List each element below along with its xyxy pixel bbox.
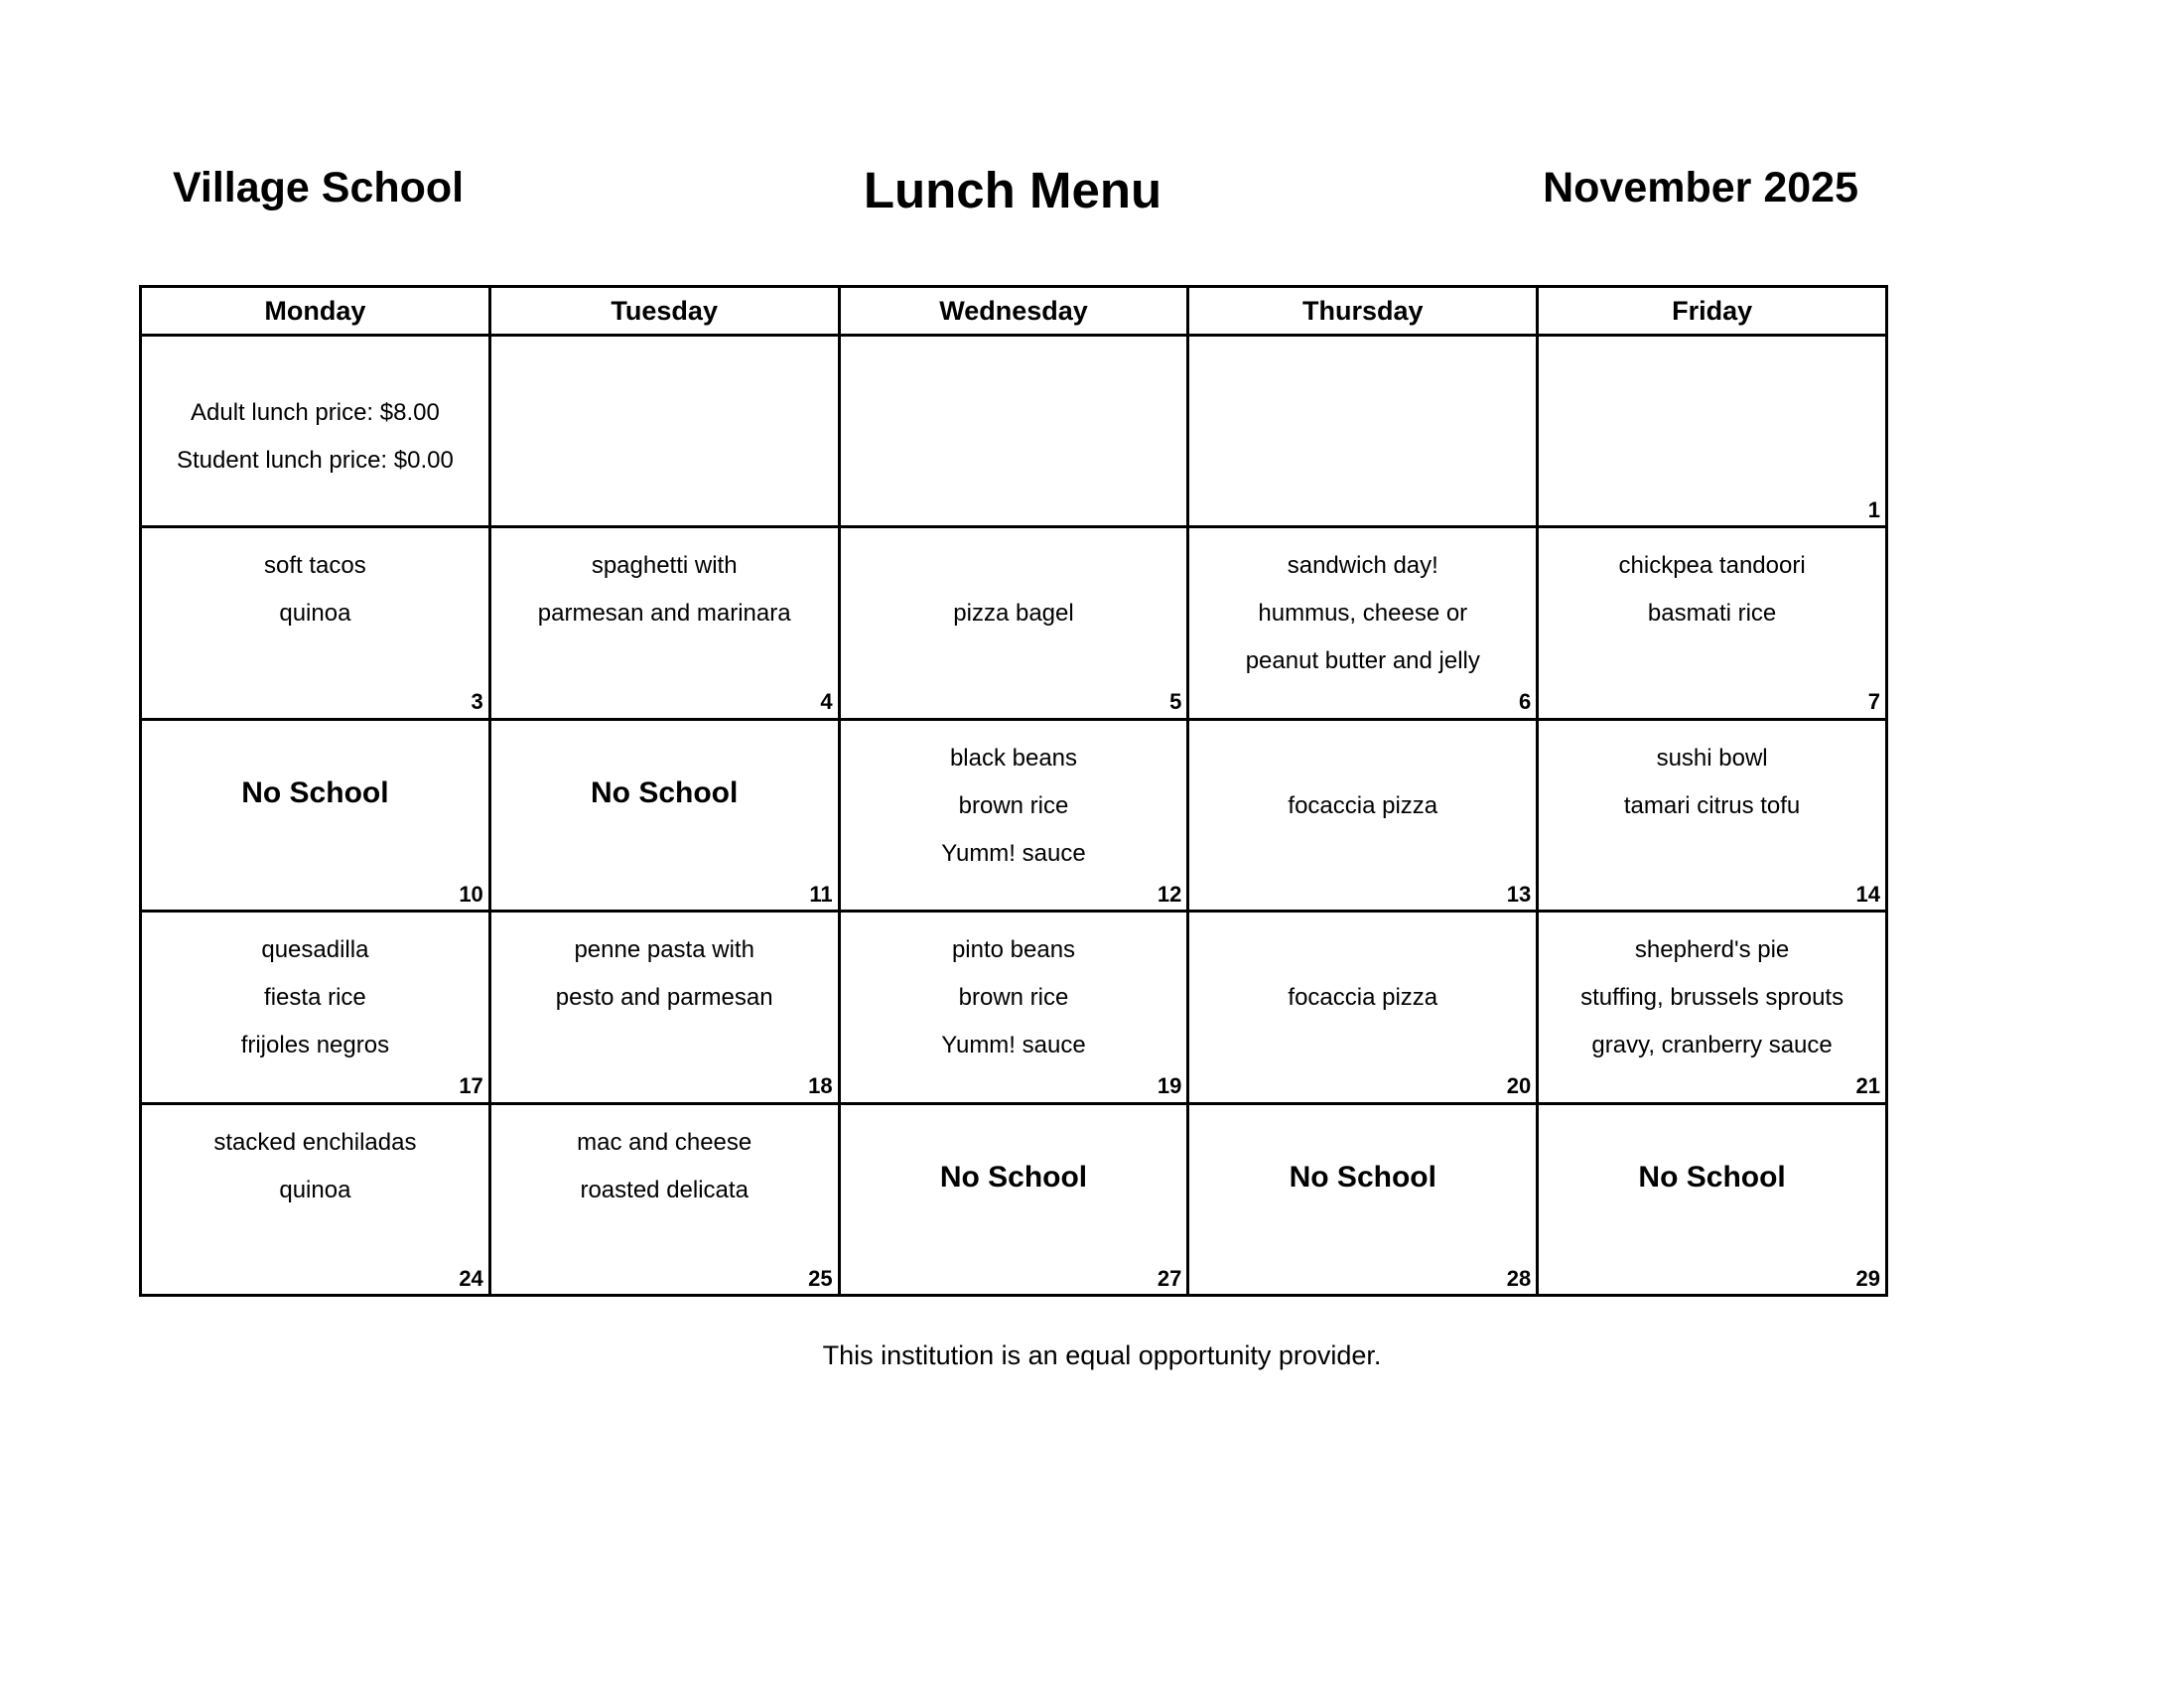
menu-items — [491, 1119, 838, 1214]
day-number: 17 — [459, 1073, 483, 1099]
day-number: 6 — [1518, 689, 1532, 715]
menu-items — [841, 542, 1187, 637]
day-cell-content — [491, 528, 838, 717]
day-cell-content — [841, 721, 1187, 910]
day-number: 20 — [1506, 1073, 1532, 1099]
weekday-header: Tuesday — [489, 287, 839, 336]
day-cell — [839, 912, 1188, 1103]
no-school-label: No School — [1289, 1160, 1436, 1194]
month-label: November 2025 — [1543, 164, 1858, 211]
day-cell-content — [142, 1105, 488, 1294]
weekday-header: Monday — [141, 287, 490, 336]
day-cell — [1538, 336, 1887, 527]
menu-items — [1189, 542, 1536, 685]
menu-item: shepherd's pie — [1634, 936, 1790, 964]
day-number: 18 — [808, 1073, 833, 1099]
day-cell-content — [1189, 1105, 1536, 1294]
menu-item: pizza bagel — [953, 600, 1074, 628]
menu-item: basmati rice — [1647, 600, 1777, 628]
menu-item: chickpea tandoori — [1618, 552, 1806, 580]
footer-text: This institution is an equal opportunity provider. — [822, 1340, 1382, 1370]
menu-item: pesto and parmesan — [555, 984, 773, 1012]
day-cell-content — [491, 913, 838, 1101]
menu-items — [1189, 735, 1536, 830]
day-number: 4 — [820, 689, 833, 715]
menu-item — [841, 542, 1187, 590]
menu-item — [1189, 926, 1536, 974]
menu-item: soft tacos — [264, 552, 366, 580]
menu-item: peanut butter and jelly — [1245, 647, 1480, 675]
day-number: 7 — [1867, 689, 1880, 715]
menu-item: brown rice — [958, 791, 1069, 819]
day-cell-content — [142, 337, 488, 525]
day-number: 3 — [471, 689, 483, 715]
day-cell — [141, 336, 490, 527]
day-number: 27 — [1157, 1265, 1182, 1291]
menu-item: stuffing, brussels sprouts — [1580, 984, 1844, 1012]
page-title-text: Lunch Menu — [863, 162, 1162, 218]
menu-item: penne pasta with — [574, 936, 754, 964]
day-cell — [489, 719, 839, 911]
day-cell — [1188, 912, 1538, 1103]
day-cell — [141, 1103, 490, 1295]
menu-items — [142, 542, 488, 637]
menu-items — [841, 735, 1187, 878]
menu-item: Yumm! sauce — [941, 839, 1086, 867]
weekday-header: Friday — [1538, 287, 1887, 336]
day-cell — [1188, 719, 1538, 911]
menu-item: stacked enchiladas — [213, 1128, 417, 1156]
day-cell — [1538, 719, 1887, 911]
week-row — [141, 1103, 1887, 1295]
day-cell — [839, 719, 1188, 911]
day-cell-content — [491, 721, 838, 910]
menu-item: Student lunch price: $0.00 — [176, 447, 454, 474]
day-cell-content — [841, 337, 1187, 525]
day-cell — [141, 912, 490, 1103]
day-cell-content — [1539, 528, 1885, 717]
no-school-label: No School — [939, 1160, 1088, 1194]
day-cell — [1188, 336, 1538, 527]
menu-item: pinto beans — [951, 936, 1076, 964]
price-info — [142, 389, 488, 485]
weekday-header: Wednesday — [839, 287, 1188, 336]
day-cell — [141, 527, 490, 719]
week-row — [141, 336, 1887, 527]
day-number: 19 — [1157, 1073, 1182, 1099]
day-number: 1 — [1867, 497, 1880, 522]
day-cell-content — [1189, 337, 1536, 525]
no-school-label: No School — [1638, 1160, 1786, 1194]
day-number: 13 — [1506, 881, 1532, 907]
day-number: 10 — [459, 881, 483, 907]
day-cell — [1538, 1103, 1887, 1295]
menu-items — [491, 926, 838, 1022]
day-cell-content — [1189, 528, 1536, 717]
day-cell-content — [1539, 337, 1885, 525]
day-cell — [839, 527, 1188, 719]
menu-item: Adult lunch price: $8.00 — [190, 399, 440, 426]
day-cell — [489, 527, 839, 719]
menu-item: parmesan and marinara — [537, 600, 791, 628]
day-number: 28 — [1506, 1265, 1532, 1291]
day-cell — [489, 1103, 839, 1295]
menu-item: hummus, cheese or — [1258, 600, 1468, 628]
week-row — [141, 719, 1887, 911]
day-cell-content — [491, 1105, 838, 1294]
menu-items — [491, 542, 838, 637]
menu-item: sushi bowl — [1656, 744, 1768, 772]
menu-items — [142, 926, 488, 1069]
day-number: 11 — [809, 881, 833, 907]
day-cell-content — [142, 721, 488, 910]
menu-item: sandwich day! — [1287, 552, 1438, 580]
menu-items — [1539, 926, 1885, 1069]
menu-items — [1539, 542, 1885, 637]
menu-item: spaghetti with — [591, 552, 738, 580]
day-cell — [839, 1103, 1188, 1295]
menu-item: brown rice — [958, 984, 1069, 1012]
day-cell-content — [1189, 721, 1536, 910]
day-cell-content — [841, 528, 1187, 717]
day-cell-content — [1539, 1105, 1885, 1294]
menu-item: black beans — [949, 744, 1078, 772]
lunch-calendar — [139, 285, 1888, 1297]
day-cell-content — [841, 1105, 1187, 1294]
day-cell — [1538, 527, 1887, 719]
menu-item: focaccia pizza — [1288, 984, 1438, 1012]
menu-items — [841, 926, 1187, 1069]
day-cell-content — [1539, 913, 1885, 1101]
menu-item: roasted delicata — [580, 1176, 749, 1203]
day-cell-content — [1539, 721, 1885, 910]
menu-item: mac and cheese — [577, 1128, 752, 1156]
day-number: 29 — [1855, 1265, 1880, 1291]
day-cell-content — [142, 528, 488, 717]
day-cell — [839, 336, 1188, 527]
menu-item: gravy, cranberry sauce — [1591, 1032, 1833, 1059]
day-cell — [1188, 527, 1538, 719]
week-row — [141, 912, 1887, 1103]
menu-item: quinoa — [279, 600, 351, 628]
day-cell-content — [1189, 913, 1536, 1101]
menu-items — [142, 1119, 488, 1214]
menu-item: quesadilla — [261, 936, 369, 964]
day-cell — [489, 912, 839, 1103]
weekday-header-row — [141, 287, 1887, 336]
menu-item — [1189, 735, 1536, 782]
weekday-header: Thursday — [1188, 287, 1538, 336]
day-cell — [1538, 912, 1887, 1103]
day-cell — [141, 719, 490, 911]
menu-item: tamari citrus tofu — [1623, 791, 1801, 819]
week-row — [141, 527, 1887, 719]
menu-items — [1189, 926, 1536, 1022]
day-number: 25 — [808, 1265, 833, 1291]
menu-item: frijoles negros — [240, 1032, 390, 1059]
day-number: 14 — [1855, 881, 1880, 907]
menu-item: quinoa — [279, 1176, 351, 1203]
day-cell — [489, 336, 839, 527]
day-cell-content — [142, 913, 488, 1101]
school-name: Village School — [173, 164, 465, 211]
menu-item: focaccia pizza — [1288, 791, 1438, 819]
day-number: 12 — [1157, 881, 1182, 907]
menu-item: fiesta rice — [264, 984, 366, 1012]
day-cell-content — [841, 913, 1187, 1101]
no-school-label: No School — [241, 775, 389, 809]
day-number: 24 — [459, 1265, 483, 1291]
day-number: 21 — [1855, 1073, 1880, 1099]
day-number: 5 — [1169, 689, 1182, 715]
no-school-label: No School — [591, 775, 739, 809]
menu-item: Yumm! sauce — [941, 1032, 1086, 1059]
day-cell-content — [491, 337, 838, 525]
day-cell — [1188, 1103, 1538, 1295]
menu-items — [1539, 735, 1885, 830]
